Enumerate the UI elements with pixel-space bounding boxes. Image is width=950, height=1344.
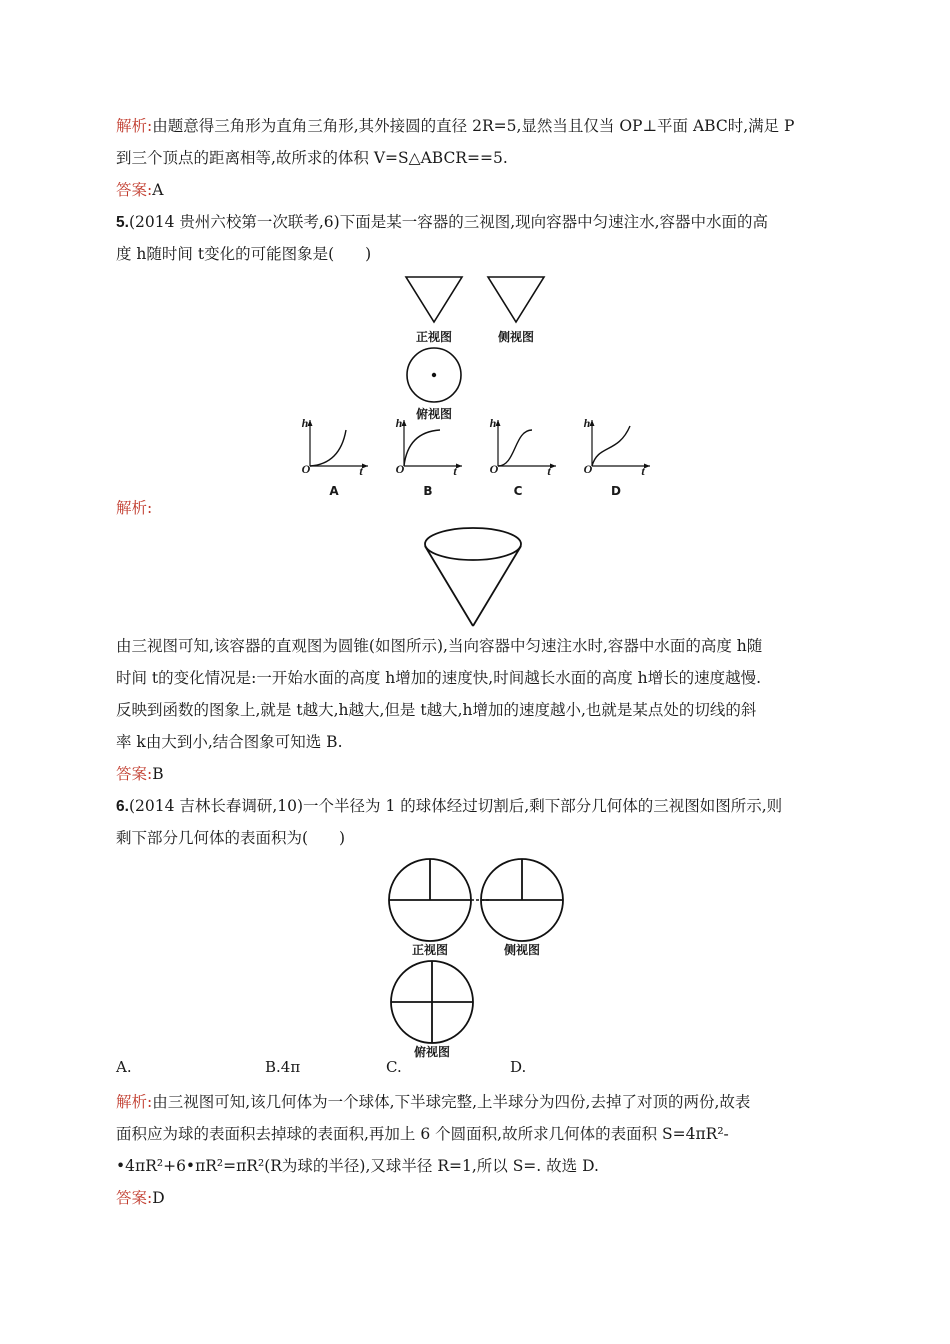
answer-line — [116, 180, 163, 200]
analysis-label: 解析: — [116, 1093, 153, 1111]
analysis-text: 反映到函数的图象上,就是 t越大,h越大,但是 t越大,h增加的速度越小,也就是某点处的切线的斜 — [116, 701, 757, 719]
question-5-stem — [116, 212, 768, 233]
answer-line — [116, 764, 164, 784]
question-number: 5. — [116, 214, 129, 231]
answer-value: B — [152, 765, 164, 783]
analysis-text: •4πR²+6•πR²=πR²(R为球的半径),又球半径 R=1,所以 S=. 故选 D. — [116, 1157, 599, 1175]
t-label: t — [359, 464, 363, 478]
top-view-caption: 俯视图 — [413, 1045, 450, 1059]
analysis-line — [116, 116, 794, 136]
h-label: h — [395, 416, 403, 430]
analysis-line — [116, 1092, 750, 1112]
h-label: h — [301, 416, 309, 430]
option-d: D. — [510, 1058, 527, 1076]
t-label: t — [641, 464, 645, 478]
origin-label: O — [301, 462, 311, 476]
option-b: B.4π — [265, 1058, 301, 1076]
analysis-text: 到三个顶点的距离相等,故所求的体积 V=S△ABCR==5. — [116, 149, 508, 167]
answer-label: 答案: — [116, 181, 153, 199]
stem-text: (2014 贵州六校第一次联考,6)下面是某一容器的三视图,现向容器中匀速注水,容器中水面的高 — [128, 213, 769, 231]
analysis-label: 解析: — [116, 499, 153, 517]
front-view-triangle — [404, 276, 464, 326]
analysis-text: 由三视图可知,该几何体为一个球体,下半球完整,上半球分为四份,去掉了对顶的两份,故表 — [152, 1093, 751, 1111]
answer-value: D — [152, 1189, 165, 1207]
side-view-triangle — [486, 276, 546, 326]
side-view-circle — [478, 856, 568, 946]
analysis-label: 解析: — [116, 117, 153, 135]
answer-label: 答案: — [116, 765, 153, 783]
option-a: A. — [116, 1058, 132, 1076]
stem-text: 剩下部分几何体的表面积为( ) — [116, 829, 346, 847]
top-view-caption: 俯视图 — [415, 407, 452, 421]
origin-label: O — [489, 462, 499, 476]
stem-text: (2014 吉林长春调研,10)一个半径为 1 的球体经过切割后,剩下部分几何体的三视图如图所示,则 — [128, 797, 783, 815]
top-view-circle — [404, 346, 464, 406]
answer-value: A — [152, 181, 164, 199]
analysis-text: 面积应为球的表面积去掉球的表面积,再加上 6 个圆面积,故所求几何体的表面积 S=4πR²- — [116, 1125, 729, 1143]
cone-figure — [420, 526, 530, 630]
front-view-caption: 正视图 — [411, 943, 448, 957]
choice-label: C — [513, 484, 523, 498]
front-view-circle — [386, 856, 476, 946]
side-view-caption: 侧视图 — [503, 943, 540, 957]
side-view-caption: 侧视图 — [497, 330, 534, 344]
analysis-text: 时间 t的变化情况是:一开始水面的高度 h增加的速度快,时间越长水面的高度 h增长的速度越慢. — [116, 669, 762, 687]
question-number: 6. — [116, 798, 129, 815]
t-label: t — [547, 464, 551, 478]
question-6-stem — [116, 796, 782, 817]
h-label: h — [583, 416, 591, 430]
top-view-circle — [388, 958, 478, 1048]
analysis-text: 由三视图可知,该容器的直观图为圆锥(如图所示),当向容器中匀速注水时,容器中水面的高度 h随 — [116, 637, 763, 655]
front-view-caption: 正视图 — [415, 330, 452, 344]
answer-line — [116, 1188, 165, 1208]
h-label: h — [489, 416, 497, 430]
t-label: t — [453, 464, 457, 478]
analysis-text: 率 k由大到小,结合图象可知选 B. — [116, 733, 343, 751]
origin-label: O — [395, 462, 405, 476]
origin-label: O — [583, 462, 593, 476]
analysis-text: 由题意得三角形为直角三角形,其外接圆的直径 2R=5,显然当且仅当 OP⊥平面 ABC时,满足 P — [152, 117, 795, 135]
choice-label: B — [423, 484, 433, 498]
stem-text: 度 h随时间 t变化的可能图象是( ) — [116, 245, 372, 263]
answer-label: 答案: — [116, 1189, 153, 1207]
choice-label: D — [611, 484, 621, 498]
option-c: C. — [386, 1058, 402, 1076]
choice-label: A — [329, 484, 339, 498]
